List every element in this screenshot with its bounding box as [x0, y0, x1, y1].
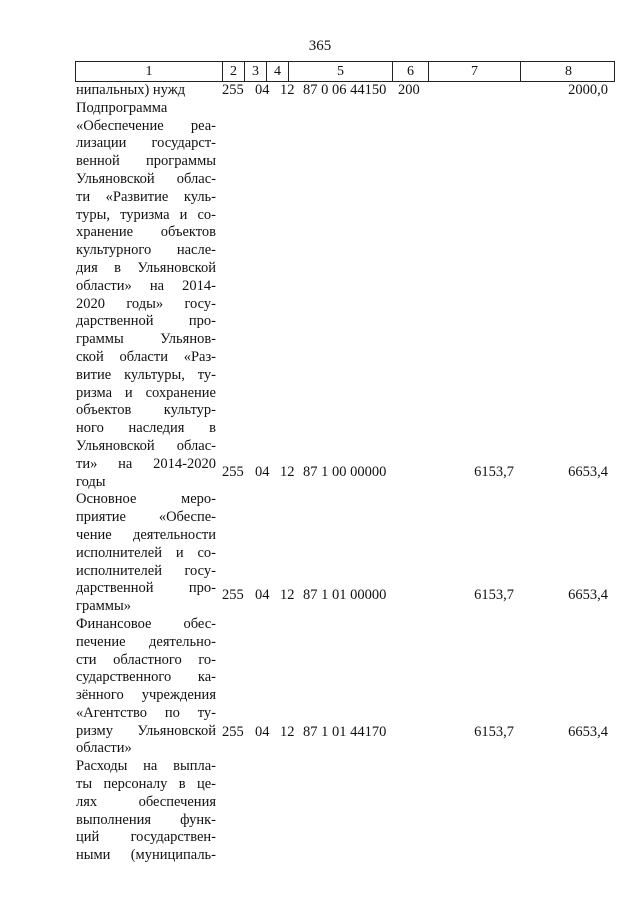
description-line: Основное меро- [76, 491, 216, 508]
description-line: Ульяновской облас- [76, 170, 216, 187]
cell-subsection: 12 [280, 724, 295, 740]
cell-code: 255 [222, 724, 244, 740]
cell-subsection: 12 [280, 464, 295, 480]
description-line: нипальных) нужд [76, 82, 186, 98]
description-line: чение деятельности [76, 526, 216, 543]
cell-target-article: 87 1 01 00000 [303, 587, 387, 603]
description-line: лизации государст- [76, 135, 216, 152]
cell-subsection: 12 [280, 587, 295, 603]
cell-amount-7: 6153,7 [474, 587, 514, 603]
description-line: хранение объектов [76, 224, 216, 241]
description-line: «Агентство по ту- [76, 704, 216, 721]
cell-target-article: 87 0 06 44150 [303, 82, 387, 98]
header-col-7: 7 [429, 62, 521, 81]
description-line: ты персоналу в це- [76, 776, 216, 793]
header-col-4: 4 [267, 62, 289, 81]
cell-expense-type: 200 [398, 82, 420, 98]
cell-section: 04 [255, 587, 270, 603]
cell-target-article: 87 1 01 44170 [303, 724, 387, 740]
description-line: области» на 2014- [76, 277, 216, 294]
description-line: 2020 годы» госу- [76, 295, 216, 312]
header-col-3: 3 [245, 62, 267, 81]
description-line: сударственного ка- [76, 669, 216, 686]
table-row [0, 587, 640, 605]
cell-subsection: 12 [280, 82, 295, 98]
table-row [0, 82, 640, 100]
header-col-8: 8 [565, 64, 572, 79]
description-line: годы [76, 473, 106, 490]
description-line: приятие «Обеспе- [76, 509, 216, 526]
description-line: ными (муниципаль- [76, 847, 216, 864]
cell-amount-8: 6653,4 [568, 587, 608, 603]
description-line: ти «Развитие куль- [76, 188, 216, 205]
description-line: витие культуры, ту- [76, 366, 216, 383]
header-col-2: 2 [223, 62, 245, 81]
description-line: туры, туризма и со- [76, 206, 216, 223]
description-line: объектов культур- [76, 402, 216, 419]
description-line: ризму Ульяновской [76, 722, 216, 739]
header-col-6: 6 [393, 62, 429, 81]
description-line: ской области «Раз- [76, 348, 216, 365]
description-line: области» [76, 740, 132, 757]
cell-amount-8: 6653,4 [568, 464, 608, 480]
description-line: Финансовое обес- [76, 615, 216, 632]
description-line: исполнителей и со- [76, 544, 216, 561]
description-line: Ульяновской облас- [76, 437, 216, 454]
table-row [0, 464, 640, 482]
description-line: печение деятельно- [76, 633, 216, 650]
description-line: «Обеспечение реа- [76, 117, 216, 134]
header-col-1: 1 [76, 62, 223, 81]
description-line: культурного насле- [76, 242, 216, 259]
cell-section: 04 [255, 82, 270, 98]
cell-code: 255 [222, 587, 244, 603]
description-line: Подпрограмма [76, 99, 168, 116]
description-line: дарственной про- [76, 313, 216, 330]
description-line: лях обеспечения [76, 793, 216, 810]
cell-section: 04 [255, 724, 270, 740]
description-line: Расходы на выпла- [76, 758, 216, 775]
cell-code: 255 [222, 82, 244, 98]
description-line: зённого учреждения [76, 687, 216, 704]
cell-amount-7: 6153,7 [474, 724, 514, 740]
description-line: дарственной про- [76, 580, 216, 597]
cell-target-article: 87 1 00 00000 [303, 464, 387, 480]
cell-code: 255 [222, 464, 244, 480]
cell-amount-8: 6653,4 [568, 724, 608, 740]
header-col-5: 5 [289, 62, 393, 81]
table-header [75, 61, 615, 82]
page-number: 365 [308, 38, 332, 54]
cell-section: 04 [255, 464, 270, 480]
description-line: сти областного го- [76, 651, 216, 668]
cell-amount-8: 2000,0 [568, 82, 608, 98]
description-line: граммы Ульянов- [76, 331, 216, 348]
description-line: ти» на 2014-2020 [76, 455, 216, 472]
cell-amount-7: 6153,7 [474, 464, 514, 480]
description-line: венной программы [76, 153, 216, 170]
description-line: выполнения функ- [76, 811, 216, 828]
description-line: ного наследия в [76, 420, 216, 437]
description-line: ций государствен- [76, 829, 216, 846]
description-line: ризма и сохранение [76, 384, 216, 401]
description-line: граммы» [76, 598, 131, 615]
description-line: дия в Ульяновской [76, 259, 216, 276]
description-line: исполнителей госу- [76, 562, 216, 579]
table-row [0, 724, 640, 742]
